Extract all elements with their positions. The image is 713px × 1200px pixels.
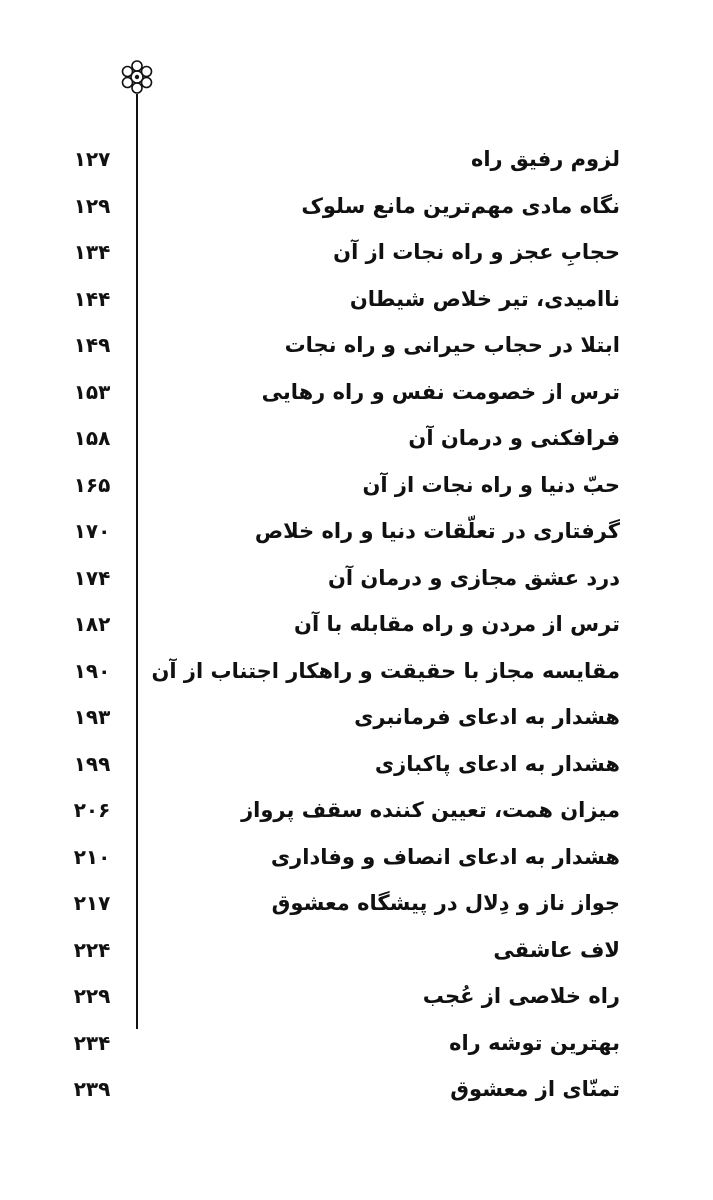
toc-entry-title[interactable]: ناامیدی، تیر خلاص شیطان <box>349 286 620 311</box>
toc-page-number[interactable]: ۱۶۵ <box>73 472 111 497</box>
toc-entry-title[interactable]: هشدار به ادعای فرمانبری <box>354 705 620 729</box>
toc-page-number[interactable]: ۱۷۰ <box>73 519 111 543</box>
toc-page-number[interactable]: ۲۲۹ <box>73 984 111 1008</box>
toc-page-number[interactable]: ۱۹۹ <box>73 751 111 776</box>
toc-entry <box>0 369 713 416</box>
toc-page-number[interactable]: ۱۲۷ <box>73 147 111 171</box>
toc-entry-title[interactable]: میزان همت، تعیین کننده سقف پرواز <box>241 798 620 822</box>
floral-rosette-icon <box>117 57 157 97</box>
toc-page-number[interactable]: ۱۵۸ <box>73 426 111 450</box>
toc-page-number[interactable]: ۱۳۴ <box>73 240 111 264</box>
toc-page-number[interactable]: ۱۹۰ <box>73 658 111 683</box>
toc-entry <box>0 787 713 834</box>
toc-entry-title[interactable]: فرافکنی و درمان آن <box>408 426 620 450</box>
toc-page-number[interactable]: ۲۳۴ <box>73 1030 111 1055</box>
toc-entry-title[interactable]: هشدار به ادعای انصاف و وفاداری <box>270 844 620 869</box>
toc-entry <box>0 601 713 648</box>
toc-entry <box>0 322 713 369</box>
toc-entry-title[interactable]: گرفتاری در تعلّقات دنیا و راه خلاص <box>254 519 620 543</box>
toc-entry-title[interactable]: لاف عاشقی <box>493 937 620 962</box>
toc-entry-title[interactable]: هشدار به ادعای پاکبازی <box>374 751 620 776</box>
toc-page-number[interactable]: ۲۳۹ <box>73 1077 111 1101</box>
toc-entry <box>0 508 713 555</box>
toc-page-number[interactable]: ۱۲۹ <box>73 193 111 218</box>
toc-page-number[interactable]: ۱۵۳ <box>73 379 111 404</box>
toc-entry-title[interactable]: مقایسه مجاز با حقیقت و راهکار اجتناب از آن <box>151 658 620 683</box>
toc-entry <box>0 834 713 881</box>
toc-entry <box>0 741 713 788</box>
toc-entry-title[interactable]: ابتلا در حجاب حیرانی و راه نجات <box>284 333 620 357</box>
toc-entry-title[interactable]: ترس از خصومت نفس و راه رهایی <box>261 379 620 404</box>
toc-entry <box>0 880 713 927</box>
toc-entry <box>0 462 713 509</box>
toc-entry <box>0 183 713 230</box>
toc-entry <box>0 927 713 974</box>
toc-page-number[interactable]: ۱۴۴ <box>73 286 111 311</box>
toc-entry-title[interactable]: تمنّای از معشوق <box>450 1077 620 1101</box>
toc-entry-title[interactable]: راه خلاصی از عُجب <box>422 984 620 1008</box>
toc-entry-title[interactable]: درد عشق مجازی و درمان آن <box>327 565 620 590</box>
toc-entry-title[interactable]: نگاه مادی مهم‌ترین مانع سلوک <box>301 193 620 218</box>
toc-entry-title[interactable]: ترس از مردن و راه مقابله با آن <box>294 612 620 636</box>
toc-entry <box>0 415 713 462</box>
toc-page-number[interactable]: ۲۱۰ <box>73 844 111 869</box>
toc-entry <box>0 229 713 276</box>
toc-entry <box>0 1066 713 1113</box>
toc-entry-title[interactable]: حبّ دنیا و راه نجات از آن <box>362 472 620 497</box>
table-of-contents <box>0 136 713 1113</box>
toc-entry <box>0 1020 713 1067</box>
toc-page-number[interactable]: ۱۹۳ <box>73 705 111 729</box>
toc-entry <box>0 276 713 323</box>
toc-page-number[interactable]: ۲۰۶ <box>73 798 111 822</box>
toc-page-number[interactable]: ۱۷۴ <box>73 565 111 590</box>
toc-entry <box>0 555 713 602</box>
toc-entry <box>0 973 713 1020</box>
toc-page-number[interactable]: ۲۱۷ <box>73 891 111 915</box>
toc-entry <box>0 136 713 183</box>
toc-entry-title[interactable]: حجابِ عجز و راه نجات از آن <box>333 240 620 264</box>
toc-page-number[interactable]: ۱۴۹ <box>73 333 111 357</box>
toc-entry-title[interactable]: لزوم رفیق راه <box>470 147 620 171</box>
toc-entry <box>0 694 713 741</box>
toc-entry-title[interactable]: بهترین توشه راه <box>449 1030 620 1055</box>
toc-page-number[interactable]: ۲۲۴ <box>73 937 111 962</box>
toc-entry <box>0 648 713 695</box>
toc-page-number[interactable]: ۱۸۲ <box>73 612 111 636</box>
toc-entry-title[interactable]: جواز ناز و دِلال در پیشگاه معشوق <box>271 891 620 915</box>
